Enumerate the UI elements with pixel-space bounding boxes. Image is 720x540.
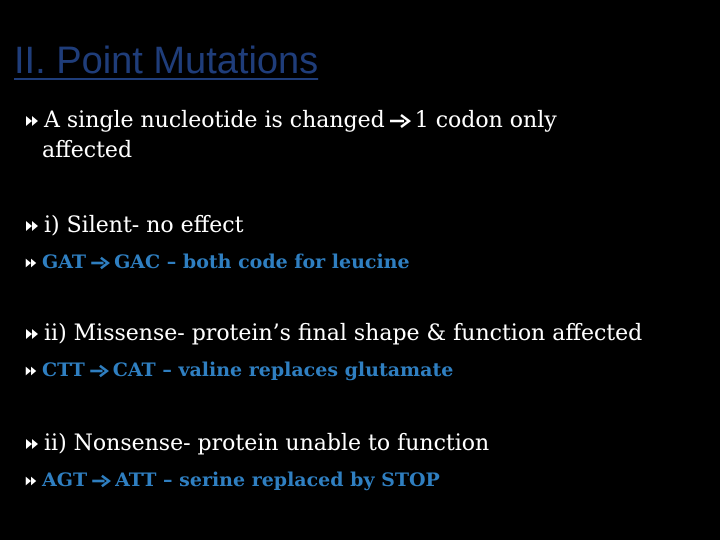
codon-from: GAT — [42, 251, 87, 273]
bullet-item-silent — [24, 211, 243, 241]
example-desc: – both code for leucine — [166, 251, 410, 273]
bullet-icon — [24, 364, 38, 378]
bullet-icon — [24, 113, 40, 129]
arrow-right-icon — [91, 467, 111, 493]
bullet-item-single-nucleotide — [24, 106, 557, 136]
bullet-icon — [24, 256, 38, 270]
item-text: ii) Nonsense- protein unable to function — [44, 431, 490, 456]
bullet-item-nonsense — [24, 429, 489, 459]
bullet-item-missense — [24, 319, 642, 349]
example-item-gat-gac — [24, 249, 410, 275]
arrow-right-icon — [389, 106, 411, 136]
item-text: A single nucleotide is changed — [44, 108, 385, 133]
bullet-icon — [24, 436, 40, 452]
example-item-ctt-cat — [24, 357, 453, 383]
bullet-icon — [24, 326, 40, 342]
bullet-icon — [24, 218, 40, 234]
slide-title: II. Point Mutations — [14, 40, 319, 82]
example-desc: – valine replaces glutamate — [162, 359, 454, 381]
codon-to: GAC — [114, 251, 161, 273]
example-desc: – serine replaced by STOP — [163, 469, 440, 491]
bullet-item-continuation: affected — [42, 138, 133, 163]
codon-from: CTT — [42, 359, 85, 381]
item-text: ii) Missense- protein’s final shape & function affected — [44, 321, 643, 346]
example-item-agt-att — [24, 467, 440, 493]
arrow-right-icon — [89, 357, 109, 383]
arrow-right-icon — [90, 249, 110, 275]
bullet-icon — [24, 474, 38, 488]
item-text: i) Silent- no effect — [44, 213, 244, 238]
codon-to: ATT — [115, 469, 157, 491]
codon-from: AGT — [42, 469, 88, 491]
codon-to: CAT — [112, 359, 156, 381]
item-text-after-arrow: 1 codon only — [414, 108, 557, 133]
